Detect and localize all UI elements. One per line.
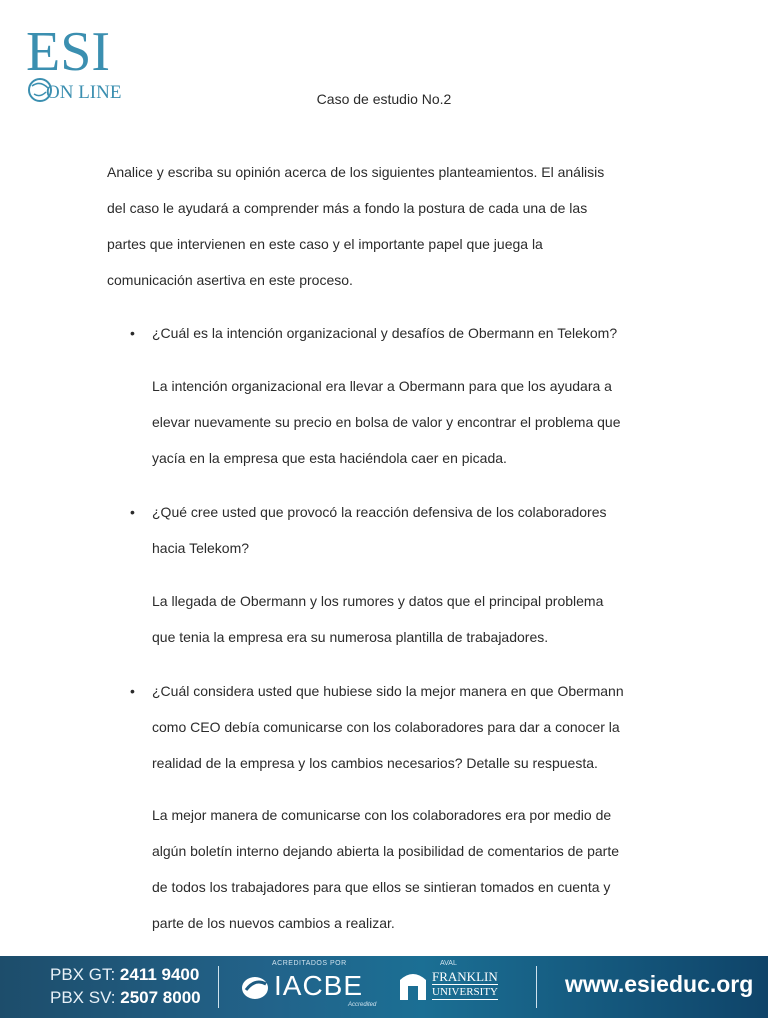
question-line: hacia Telekom? (152, 540, 250, 556)
intro-line: del caso le ayudará a comprender más a fondo la postura de cada una de las (107, 200, 588, 216)
question-line: ¿Cuál considera usted que hubiese sido la mejor manera en que Obermann (152, 683, 624, 699)
answer-line: La llegada de Obermann y los rumores y datos que el principal problema (152, 593, 604, 609)
pbx-sv-number: 2507 8000 (120, 988, 201, 1007)
iacbe-text: IACBE (274, 970, 364, 1001)
phone-numbers (50, 963, 201, 1009)
franklin-university-text (432, 970, 498, 1000)
pbx-sv-label: PBX SV: (50, 988, 116, 1007)
logo-online-text: ON LINE (46, 82, 122, 103)
answer-3 (152, 797, 672, 941)
document-title: Caso de estudio No.2 (316, 91, 452, 107)
intro-line: Analice y escriba su opinión acerca de los siguientes planteamientos. El análisis (107, 164, 605, 180)
question-line: realidad de la empresa y los cambios necesarios? Detalle su respuesta. (152, 755, 598, 771)
pbx-gt-label: PBX GT: (50, 965, 116, 984)
question-line: como CEO debía comunicarse con los colaboradores para dar a conocer la (152, 719, 620, 735)
answer-line: La intención organizacional era llevar a Obermann para que los ayudara a (152, 378, 612, 394)
franklin-university-icon (398, 968, 428, 1002)
answer-line: elevar nuevamente su precio en bolsa de valor y encontrar el problema que (152, 414, 621, 430)
franklin-line1: FRANKLIN (432, 969, 498, 984)
intro-line: comunicación asertiva en este proceso. (107, 272, 353, 288)
pbx-gt-number: 2411 9400 (119, 965, 200, 984)
franklin-line2: UNIVERSITY (432, 986, 498, 998)
bullet-icon: • (130, 683, 135, 699)
answer-line: La mejor manera de comunicarse con los colaboradores era por medio de (152, 807, 612, 823)
divider (218, 966, 219, 1008)
answer-line: yacía en la empresa que esta haciéndola caer en picada. (152, 450, 507, 466)
question-line: ¿Qué cree usted que provocó la reacción defensiva de los colaboradores (152, 504, 607, 520)
answer-line: de todos los trabajadores para que ellos se sintieran tomados en cuenta y (152, 879, 611, 895)
iacbe-logo-icon (240, 972, 270, 1002)
answer-1 (152, 368, 672, 476)
footer-banner (0, 956, 768, 1018)
bullet-icon: • (130, 504, 135, 520)
question-line: ¿Cuál es la intención organizacional y desafíos de Obermann en Telekom? (152, 325, 618, 341)
answer-line: algún boletín interno dejando abierta la posibilidad de comentarios de parte (152, 843, 619, 859)
divider (536, 966, 537, 1008)
answer-line: parte de los nuevos cambios a realizar. (152, 915, 395, 931)
aval-label: AVAL (440, 960, 457, 967)
bullet-icon: • (130, 325, 135, 341)
intro-paragraph (107, 154, 667, 298)
website-link[interactable]: www.esieduc.org (565, 971, 754, 997)
answer-line: que tenia la empresa era su numerosa plantilla de trabajadores. (152, 629, 549, 645)
accredited-label: ACREDITADOS POR (272, 960, 347, 967)
iacbe-sub: Accredited (348, 1002, 377, 1008)
intro-line: partes que intervienen en este caso y el importante papel que juega la (107, 236, 543, 252)
logo-esi-text: ESI (26, 21, 110, 83)
answer-2 (152, 583, 672, 655)
